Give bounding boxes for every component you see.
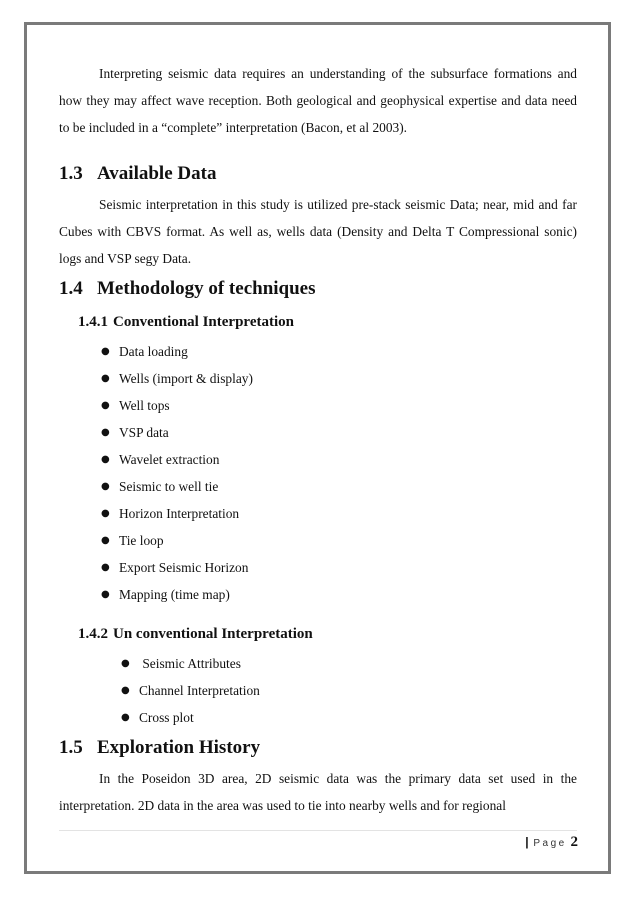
document-body (59, 60, 577, 819)
bullet-icon: ● (101, 508, 110, 519)
unconventional-technique-list (59, 650, 577, 731)
section-title: Exploration History (97, 737, 261, 758)
subsection-title: Conventional Interpretation (113, 314, 294, 330)
bullet-icon: ● (101, 454, 110, 465)
list-item: ● Channel Interpretation (59, 677, 577, 704)
footer-separator: | (525, 835, 529, 849)
list-item: ● Cross plot (59, 704, 577, 731)
list-item: ● Horizon Interpretation (59, 500, 577, 527)
subsection-heading-conventional (59, 306, 577, 338)
list-item: ● Tie loop (59, 527, 577, 554)
intro-paragraph: Interpreting seismic data requires an understanding of the subsurface formations and how they may affect wave reception. Both geological and geophysical expertise and data need to be included in a “complete” interpretation (Bacon, et al 2003). (59, 66, 577, 135)
section-title: Available Data (97, 163, 217, 184)
subsection-title: Un conventional Interpretation (113, 626, 313, 642)
list-item: ● Mapping (time map) (59, 581, 577, 608)
bullet-icon: ● (101, 346, 110, 357)
list-item: ● VSP data (59, 419, 577, 446)
subsection-number: 1.4.2 (78, 626, 108, 642)
section-heading-available-data (59, 157, 577, 191)
page-number: 2 (570, 834, 578, 850)
bullet-icon: ● (101, 535, 110, 546)
bullet-icon: ● (101, 373, 110, 384)
page-footer (525, 834, 578, 851)
bullet-icon: ● (101, 427, 110, 438)
page-label: Page (533, 838, 567, 849)
section-number: 1.3 (59, 163, 83, 184)
list-item: ● Data loading (59, 338, 577, 365)
bullet-icon: ● (101, 562, 110, 573)
section-heading-methodology (59, 272, 577, 306)
subsection-heading-unconventional (59, 618, 577, 650)
list-item: ● Seismic to well tie (59, 473, 577, 500)
bullet-icon: ● (101, 400, 110, 411)
conventional-technique-list (59, 338, 577, 608)
list-item: ● Well tops (59, 392, 577, 419)
exploration-history-paragraph: In the Poseidon 3D area, 2D seismic data was the primary data set used in the interpretation. 2D data in the area was used to tie into nearby wells and for regional (59, 771, 577, 813)
bullet-icon: ● (121, 658, 130, 669)
subsection-number: 1.4.1 (78, 314, 108, 330)
bullet-icon: ● (101, 481, 110, 492)
list-item: ● Export Seismic Horizon (59, 554, 577, 581)
bullet-icon: ● (121, 685, 130, 696)
list-item: ● Wells (import & display) (59, 365, 577, 392)
list-item: ● Seismic Attributes (59, 650, 577, 677)
available-data-paragraph: Seismic interpretation in this study is utilized pre-stack seismic Data; near, mid and far Cubes with CBVS format. As well as, wells data (Density and Delta T Compressional sonic) logs and VSP segy Data. (59, 197, 577, 266)
section-number: 1.4 (59, 278, 83, 299)
bullet-icon: ● (101, 589, 110, 600)
footer-divider (59, 830, 577, 831)
section-number: 1.5 (59, 737, 83, 758)
bullet-icon: ● (121, 712, 130, 723)
section-heading-exploration-history (59, 731, 577, 765)
list-item: ● Wavelet extraction (59, 446, 577, 473)
section-title: Methodology of techniques (97, 278, 316, 299)
